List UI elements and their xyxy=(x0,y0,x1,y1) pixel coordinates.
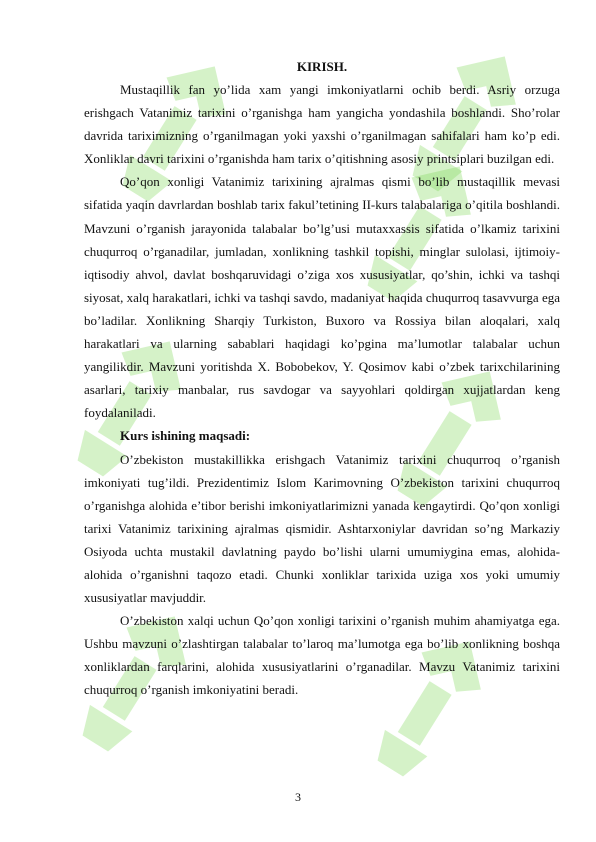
paragraph: Qo’qon xonligi Vatanimiz tarixining ajralmas qismi bo’lib mustaqillik mevasi sifatida yaqin davrlardan boshlab tarix fakul’tetining II-kurs talabalariga o’qitila boshlandi. Mavzuni o’rganish jarayonida talabalar bo’lg’usi mutaxxassis sifatida o’lkamiz tarixini chuqurroq o’rganadilar, jumladan, xonlikning tashkil topishi, minglar sulolasi, ijtimoiy-iqtisodiy ahvol, davlat boshqaruvidagi o’ziga xos xususiyatlar, qo’shin, ichki va tashqi siyosat, xalq harakatlari, ichki va tashqi savdo, madaniyat haqida chuqurroq tasavvurga ega bo’ladilar. Xonlikning Sharqiy Turkiston, Buxoro va Rossiya bilan aloqalari, xalq harakatlari va ularning sabablari haqidagi ko’pgina ma’lumotlar talabalar uchun yangilikdir. Mavzuni yoritishda X. Bobobekov, Y. Qosimov kabi o’zbek tarixchilarining asarlari, tarixiy manbalar, rus savdogar va sayyohlari qoldirgan xujjatlardan keng foydalaniladi. xyxy=(84,174,560,421)
page-number: 3 xyxy=(295,790,301,804)
paragraph: Mustaqillik fan yo’lida xam yangi imkoniyatlarni ochib berdi. Asriy orzuga erishgach Vatanimiz tarixini o’rganishga ham yangicha yondashila boshlandi. Sho’rolar davrida tariximizning o’rganilmagan yoki yaxshi o’rganilmagan sahifalari ham ko’p edi. Xonliklar davri tarixini o’rganishda ham tarix o’qitishning asosiy printsiplari buzilgan edi. xyxy=(84,82,560,167)
paragraph: O’zbekiston mustakillikka erishgach Vatanimiz tarixini chuqurroq o’rganish imkoniyati tug’ildi. Prezidentimiz Islom Karimovning O’zbekiston tarixini chuqurroq o’rganishga alohida e’tibor berishi imkoniyatlarimizni yanada kengaytirdi. Qo’qon xonligi tarixi Vatanimiz tarixining ajralmas qismidir. Ashtarxoniylar davridan so’ng Markaziy Osiyoda uchta mustakil davlatning paydo bo’lishi ularni umumiygina emas, alohida-alohida o’rganishni taqozo etadi. Chunki xonliklar tarixida uziga xos yoki umumiy xususiyatlar mavjuddir. xyxy=(84,451,560,606)
paragraph: O’zbekiston xalqi uchun Qo’qon xonligi tarixini o’rganish muhim ahamiyatga ega. Ushbu mavzuni o’zlashtirgan talabalar to’laroq ma’lumotga ega bo’lib xonlikning boshqa xonliklardan farqlarini, alohida xususiyatlarini o’rganadilar. Mavzu Vatanimiz tarixini chuqurroq o’rganish imkoniyatini beradi. xyxy=(84,613,560,698)
page-title: KIRISH. xyxy=(296,59,348,74)
section-heading: Kurs ishining maqsadi: xyxy=(120,428,251,444)
document-body xyxy=(84,55,560,702)
